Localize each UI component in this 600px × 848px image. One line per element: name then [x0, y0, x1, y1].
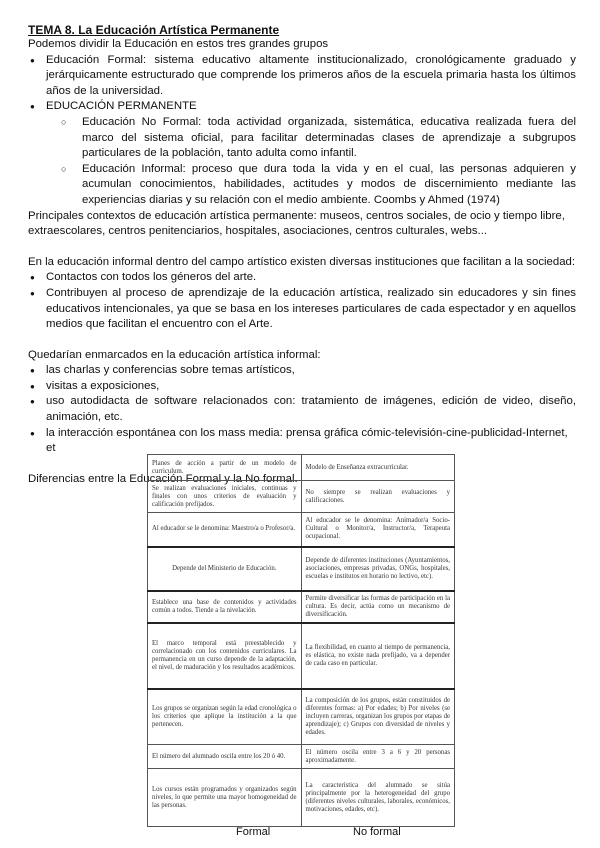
spacer [28, 240, 576, 255]
table-cell-formal: Establece una base de contenidos y actividades común a todos. Tiende a la nivelación. [148, 591, 302, 623]
informal-list [28, 270, 576, 332]
document-body [28, 23, 576, 487]
intro-text: Podemos dividir la Educación en estos tres grandes grupos [28, 38, 329, 50]
list-item: ● la interacción espontánea con los mass media: prensa gráfica cómic-televisión-cine-publicidad-Internet, et [28, 426, 576, 457]
list-item: ● uso autodidacta de software relacionados con: tratamiento de imágenes, edición de video, diseño, animación, etc. [28, 394, 576, 425]
table-row [148, 481, 455, 513]
spacer [28, 333, 576, 348]
informal-intro: En la educación informal dentro del campo artístico existen diversas instituciones que facilitan a la sociedad: [28, 255, 576, 268]
table-cell-no-formal: El número oscila entre 3 a 6 y 20 personas aproximadamente. [301, 745, 455, 769]
table-cell-no-formal: Al educador se le denomina: Animador/a Socio-Cultural o Monitor/a, Instructor/a, Terapeuta ocupacional. [301, 513, 455, 547]
table-cell-formal: El número del alumnado oscila entre los 20 ó 40. [148, 745, 302, 769]
table-cell-formal: Se realizan evaluaciones iniciales, continuas y finales con unos criterios de evaluación y calificación prefijados. [148, 481, 302, 513]
permanente-sublist [28, 115, 576, 209]
label-formal: Formal [236, 826, 271, 838]
table-cell-no-formal: No siempre se realizan evaluaciones y calificaciones. [301, 481, 455, 513]
enmarcados-list [28, 363, 576, 457]
groups-list [28, 53, 576, 115]
permanente-heading: EDUCACIÓN PERMANENTE [46, 100, 197, 113]
label-no-formal: No formal [353, 826, 401, 838]
table-cell-formal: Los grupos se organizan según la edad cronológica o los criterios que aplique la institución a la que pertenecen. [148, 689, 302, 745]
table-cell-no-formal: Permite diversificar las formas de participación en la cultura. Es decir, actúa como un mecanismo de diversificación. [301, 591, 455, 623]
enmarcados-intro: Quedarían enmarcados en la educación artística informal: [28, 348, 321, 361]
contextos-text: Principales contextos de educación artística permanente: museos, centros sociales, de ocio y tiempo libre, extraescolares, centros penitenciarios, hospitales, asociaciones, centros culturales, webs... [28, 209, 565, 238]
list-item: ○ Educación No Formal: toda actividad organizada, sistemática, educativa realizada fuera del marco del sistema oficial, para facilitar determinadas clases de aprendizaje a subgrupos particulares de la población, tanto adulta como infantil. [28, 115, 576, 162]
table-row [148, 547, 455, 591]
table-cell-formal: Depende del Ministerio de Educación. [148, 547, 302, 591]
table-row [148, 769, 455, 827]
table-cell-no-formal: Depende de diferentes instituciones (Ayuntamientos, asociaciones, empresas privadas, ONGs, hospitales, escuelas e institutos en horario no lectivo, etc). [301, 547, 455, 591]
list-item: ○ Educación Informal: proceso que dura toda la vida y en el cual, las personas adquieren y acumulan conocimientos, habilidades, actitudes y modos de discernimiento mediante las experiencias diarias y su relación con el medio ambiente. Coombs y Ahmed (1974) [28, 162, 576, 209]
comparison-table [147, 454, 455, 827]
list-item: ● Contribuyen al proceso de aprendizaje de la educación artística, realizado sin educadores y sin fines educativos intencionales, ya que se basa en los intereses particulares de cada espectador y en aquellos medios que facilitan el encuentro con el Arte. [28, 286, 576, 333]
list-item: ● Contactos con todos los géneros del arte. [28, 270, 576, 286]
table-row [148, 745, 455, 769]
list-item [28, 99, 576, 115]
list-item: ● Educación Formal: sistema educativo altamente institucionalizado, cronológicamente graduado y jerárquicamente estructurado que comprende los primeros años de la escuela primaria hasta los últimos años de la universidad. [28, 53, 576, 100]
table-cell-formal: Planes de acción a partir de un modelo de curriculum. [148, 455, 302, 481]
table-cell-formal: El marco temporal está preestablecido y correlacionado con los contenidos curriculares. La permanencia en un curso depende de la adaptación, el nivel, de maduración y los resultados académicos. [148, 623, 302, 689]
page-title: TEMA 8. La Educación Artística Permanente [28, 23, 280, 37]
table-row [148, 455, 455, 481]
table-cell-formal: Los cursos están programados y organizados según niveles, lo que permite una mayor homogeneidad de las personas. [148, 769, 302, 827]
table-cell-no-formal: La composición de los grupos, están constituidos de diferentes formas: a) Por edades; b) Por niveles (se incluyen carreras, organizan los grupos por etapas de aprendizaje); c) Grupos con diversidad de niveles y edades. [301, 689, 455, 745]
table-row [148, 689, 455, 745]
table-row [148, 623, 455, 689]
table-row [148, 591, 455, 623]
table-cell-no-formal: Modelo de Enseñanza extracurricular. [301, 455, 455, 481]
diferencias-caption: Diferencias entre la Educación Formal y la No formal. [28, 472, 298, 485]
table-cell-formal: Al educador se le denomina: Maestro/a o Profesor/a. [148, 513, 302, 547]
table-cell-no-formal: La característica del alumnado se sitúa principalmente por la heterogeneidad del grupo (diferentes niveles culturales, laborales, económicos, motivaciones, edades, etc). [301, 769, 455, 827]
table-cell-no-formal: La flexibilidad, en cuanto al tiempo de permanencia, es elástica, no existe nada prefijado, va a depender de cada caso en particular. [301, 623, 455, 689]
table-row [148, 513, 455, 547]
list-item: ● visitas a exposiciones, [28, 379, 576, 395]
list-item: ● las charlas y conferencias sobre temas artísticos, [28, 363, 576, 379]
